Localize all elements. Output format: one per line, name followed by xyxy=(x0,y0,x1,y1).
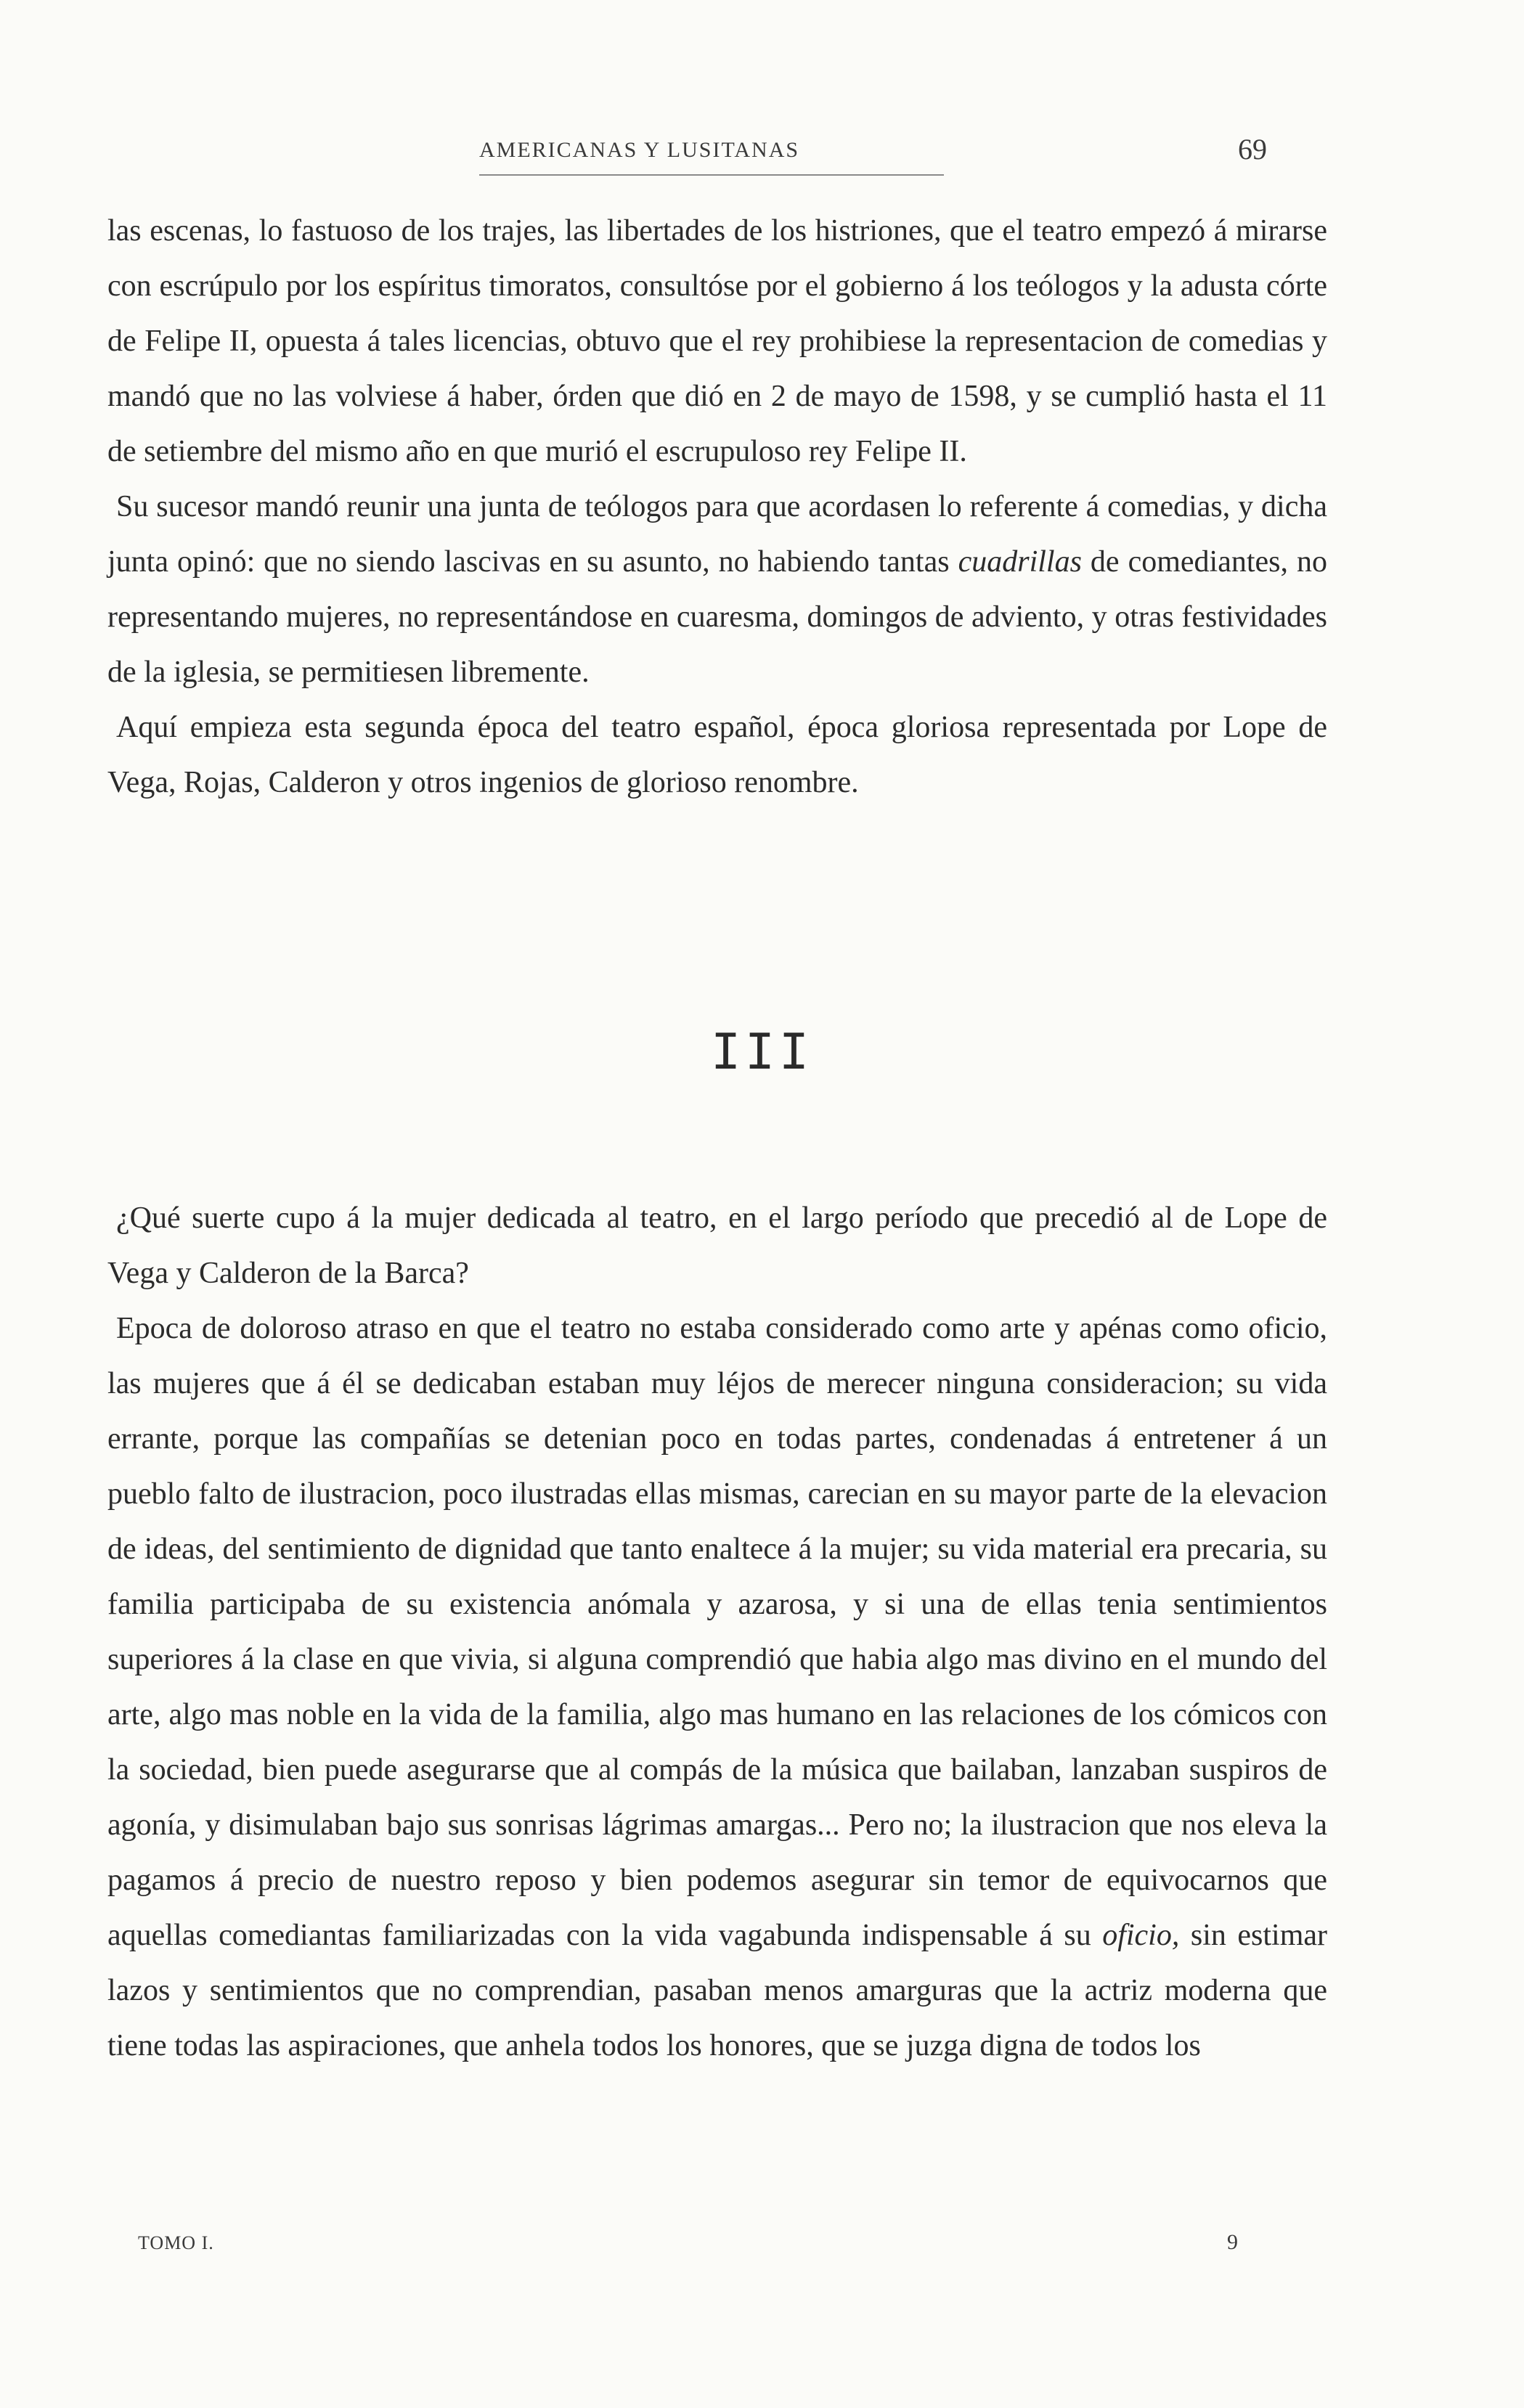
text-run: Su sucesor mandó reunir una junta de teólogos para que acordasen lo referente á comedias, y dicha junta opinó: que no siendo lascivas en su asunto, no habiendo tantas xyxy=(107,490,1327,579)
section-heading: III xyxy=(711,1024,813,1081)
text-run: sin estimar lazos y sentimientos que no comprendian, pasaban menos amarguras que la actriz moderna que tiene todas las aspiraciones, que anhela todos los honores, que se juzga digna de todos los xyxy=(107,1919,1327,2062)
paragraph: ¿Qué suerte cupo á la mujer dedicada al teatro, en el largo período que precedió al de Lope de Vega y Calderon de la Barca? xyxy=(107,1201,1327,1290)
text-run: de comediantes, no representando mujeres, no representándose en cuaresma, domingos de adviento, y otras festividades de la iglesia, se permitiesen libremente. xyxy=(107,545,1327,689)
text-block-bottom xyxy=(107,1191,1327,2073)
paragraph: Aquí empieza esta segunda época del teatro español, época gloriosa representada por Lope de Vega, Rojas, Calderon y otros ingenios de glorioso renombre. xyxy=(107,711,1327,799)
paragraph: las escenas, lo fastuoso de los trajes, las libertades de los histriones, que el teatro empezó á mirarse con escrúpulo por los espíritus timoratos, consultóse por el gobierno á los teólogos y la adusta córte de Felipe II, opuesta á tales licencias, obtuvo que el rey prohibiese la representacion de comedias y mandó que no las volviese á haber, órden que dió en 2 de mayo de 1598, y se cumplió hasta el 11 de setiembre del mismo año en que murió el escrupuloso rey Felipe II. xyxy=(107,214,1327,468)
italic-term: oficio, xyxy=(1102,1919,1180,1952)
running-title: AMERICANAS Y LUSITANAS xyxy=(479,138,800,162)
signature-mark: 9 xyxy=(1227,2230,1238,2254)
page-number: 69 xyxy=(1238,133,1267,166)
header-rule xyxy=(479,174,944,176)
volume-label: TOMO I. xyxy=(138,2232,214,2253)
text-run: Epoca de doloroso atraso en que el teatro no estaba considerado como arte y apénas como oficio, las mujeres que á él se dedicaban estaban muy léjos de merecer ninguna consideracion; su vida errante, porque las compañías se detenian poco en todas partes, condenadas á entretener á un pueblo falto de ilustracion, poco ilustradas ellas mismas, carecian en su mayor parte de la elevacion de ideas, del sentimiento de dignidad que tanto enaltece á la mujer; su vida material era precaria, su familia participaba de su existencia anómala y azarosa, y si una de ellas tenia sentimientos superiores á la clase en que vivia, si alguna comprendió que habia algo mas divino en el mundo del arte, algo mas noble en la vida de la familia, algo mas humano en las relaciones de los cómicos con la sociedad, bien puede asegurarse que al compás de la música que bailaban, lanzaban suspiros de agonía, y disimulaban bajo sus sonrisas lágrimas amargas... Pero no; la ilustracion que nos eleva la pagamos á precio de nuestro reposo y bien podemos asegurar sin temor de equivocarnos que aquellas comediantas familiarizadas con la vida vagabunda indispensable á su xyxy=(107,1312,1327,1952)
italic-term: cuadrillas xyxy=(958,545,1082,579)
text-block-top xyxy=(107,203,1327,810)
paragraph xyxy=(107,479,1327,700)
paragraph xyxy=(107,1301,1327,2073)
